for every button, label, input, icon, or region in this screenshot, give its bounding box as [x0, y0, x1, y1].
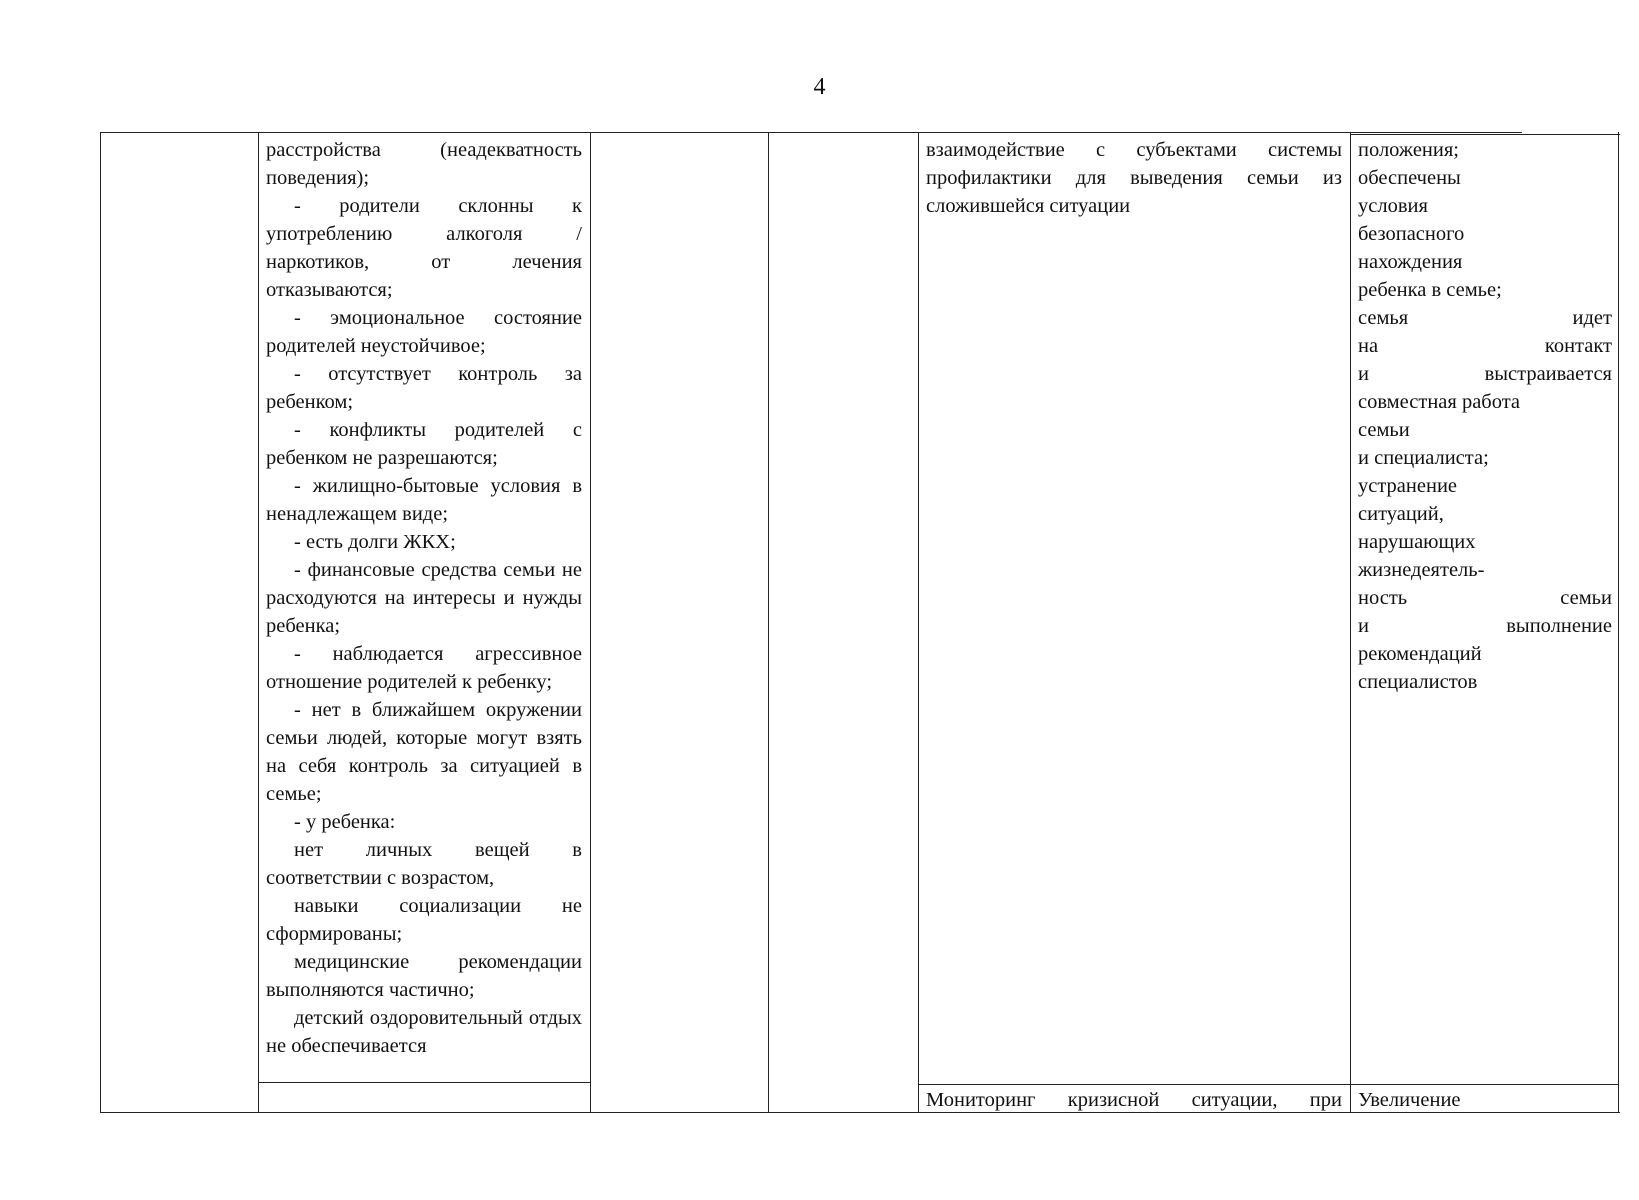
result-line: устранение	[1358, 475, 1458, 497]
result-line: на контакт	[1358, 335, 1612, 357]
table-top-border-right	[1350, 134, 1620, 135]
column-divider-0	[100, 132, 101, 1112]
column-divider-1	[258, 132, 259, 1112]
result-line: жизнедеятель-	[1358, 559, 1485, 581]
results-cell	[1358, 136, 1612, 696]
result-line: нарушающих	[1358, 531, 1476, 553]
risk-factor-item: детский оздоровительный отдых не обеспечивается	[266, 1007, 582, 1057]
result-line: ность семьи	[1358, 587, 1612, 609]
result-line: специалистов	[1358, 671, 1478, 693]
result-line: и выстраивается	[1358, 363, 1612, 385]
result-line: нахождения	[1358, 251, 1463, 273]
result-line: обеспечены	[1358, 167, 1461, 189]
risk-factor-item: - жилищно-бытовые условия в ненадлежащем виде;	[266, 475, 582, 525]
measure-text: взаимодействие с субъектами системы профилактики для выведения семьи из сложившейся ситуации	[926, 139, 1342, 217]
result-line: условия	[1358, 195, 1428, 217]
risk-factor-item: - отсутствует контроль за ребенком;	[266, 363, 582, 413]
risk-factor-item: - финансовые средства семьи не расходуются на интересы и нужды ребенка;	[266, 559, 582, 637]
risk-factor-item: - конфликты родителей с ребенком не разрешаются;	[266, 419, 582, 469]
page-number: 4	[813, 74, 826, 100]
result-line: ситуаций,	[1358, 503, 1444, 525]
result-line: ребенка в семье;	[1358, 279, 1502, 301]
result-line: и специалиста;	[1358, 447, 1489, 469]
risk-factor-item: - наблюдается агрессивное отношение родителей к ребенку;	[266, 643, 582, 693]
document-table	[100, 132, 1620, 1112]
risk-factor-item: - эмоциональное состояние родителей неустойчивое;	[266, 307, 582, 357]
risk-factor-item: - у ребенка:	[294, 811, 396, 833]
column-divider-2	[590, 132, 591, 1112]
column-divider-6	[1618, 132, 1619, 1112]
column-divider-5	[1350, 132, 1351, 1112]
result-line: совместная работа	[1358, 391, 1521, 413]
risk-factor-item: расстройства (неадекватность поведения);	[266, 139, 582, 189]
row-divider-col2	[258, 1082, 590, 1083]
risk-factor-item: медицинские рекомендации выполняются частично;	[266, 951, 582, 1001]
risk-factor-item: - нет в ближайшем окружении семьи людей, которые могут взять на себя контроль за ситуацией в семье;	[266, 699, 582, 805]
risk-factor-item: - родители склонны к употреблению алкоголя / наркотиков, от лечения отказываются;	[266, 195, 582, 301]
column-divider-4	[918, 132, 919, 1112]
measures-cell	[926, 136, 1342, 220]
risk-factors-cell	[266, 136, 582, 1060]
result-line: семьи	[1358, 419, 1410, 441]
result-line: положения;	[1358, 139, 1459, 161]
result-line: и выполнение	[1358, 615, 1612, 637]
risk-factor-item: нет личных вещей в соответствии с возрастом,	[266, 839, 582, 889]
result-line: безопасного	[1358, 223, 1465, 245]
result-line: рекомендаций	[1358, 643, 1482, 665]
risk-factor-item: - есть долги ЖКХ;	[294, 531, 456, 553]
table-top-border	[100, 132, 1522, 133]
row-divider-col5-col6	[918, 1084, 1618, 1085]
column-divider-3	[768, 132, 769, 1112]
risk-factor-item: навыки социализации не сформированы;	[266, 895, 582, 945]
increase-text: Увеличение	[1358, 1089, 1461, 1111]
monitoring-text: Мониторинг кризисной ситуации, при	[926, 1089, 1342, 1111]
result-line: семья идет	[1358, 307, 1612, 329]
